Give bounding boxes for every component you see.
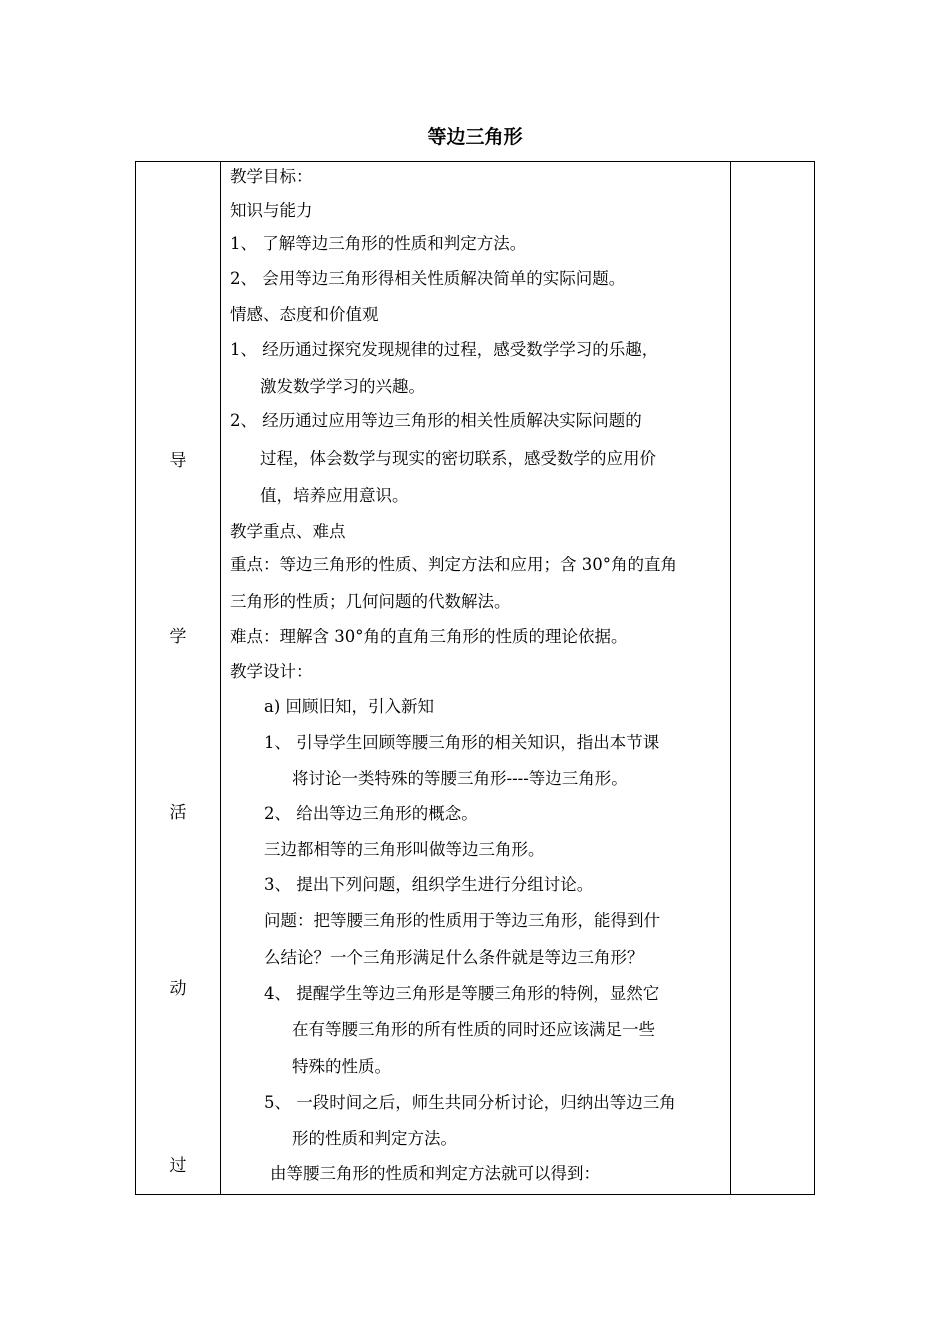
- design-step-a: a) 回顾旧知，引入新知: [264, 697, 435, 716]
- key-point-line-1: 重点：等边三角形的性质、判定方法和应用；含 30°角的直角: [230, 555, 677, 574]
- column-divider-right: [730, 162, 731, 1194]
- side-label-guo: 过: [169, 1156, 187, 1176]
- emotion-item-2-line-2: 过程，体会数学与现实的密切联系，感受数学的应用价: [260, 449, 656, 468]
- side-label-dao: 导: [169, 451, 187, 471]
- emotion-heading: 情感、态度和价值观: [230, 305, 379, 324]
- objectives-heading: 教学目标：: [230, 167, 313, 186]
- lesson-table: [135, 161, 815, 1195]
- design-step-4-line-2: 在有等腰三角形的所有性质的同时还应该满足一些: [292, 1020, 655, 1039]
- knowledge-item-2: 2、 会用等边三角形得相关性质解决简单的实际问题。: [230, 269, 626, 288]
- design-heading: 教学设计：: [230, 662, 313, 681]
- knowledge-heading: 知识与能力: [230, 201, 313, 220]
- emotion-item-1-line-1: 1、 经历通过探究发现规律的过程，感受数学学习的乐趣，: [230, 340, 659, 359]
- design-step-5-line-1: 5、 一段时间之后，师生共同分析讨论，归纳出等边三角: [264, 1093, 676, 1112]
- discussion-question-line-2: 么结论？一个三角形满足什么条件就是等边三角形？: [264, 948, 644, 967]
- design-step-5-line-2: 形的性质和判定方法。: [292, 1129, 457, 1148]
- side-label-dong: 动: [169, 979, 187, 999]
- difficulty-point: 难点：理解含 30°角的直角三角形的性质的理论依据。: [230, 627, 628, 646]
- design-step-1-line-2: 将讨论一类特殊的等腰三角形----等边三角形。: [292, 769, 628, 788]
- design-step-1-line-1: 1、 引导学生回顾等腰三角形的相关知识，指出本节课: [264, 733, 660, 752]
- side-label-xue: 学: [169, 627, 187, 647]
- design-step-2-definition: 三边都相等的三角形叫做等边三角形。: [264, 840, 545, 859]
- conclusion-line: 由等腰三角形的性质和判定方法就可以得到：: [270, 1164, 600, 1183]
- emotion-item-1-line-2: 激发数学学习的兴趣。: [260, 377, 425, 396]
- key-point-line-2: 三角形的性质；几何问题的代数解法。: [230, 592, 511, 611]
- design-step-4-line-1: 4、 提醒学生等边三角形是等腰三角形的特例，显然它: [264, 984, 660, 1003]
- design-step-2: 2、 给出等边三角形的概念。: [264, 804, 478, 823]
- knowledge-item-1: 1、 了解等边三角形的性质和判定方法。: [230, 234, 527, 253]
- design-step-3: 3、 提出下列问题，组织学生进行分组讨论。: [264, 875, 594, 894]
- column-divider-left: [220, 162, 221, 1194]
- design-step-4-line-3: 特殊的性质。: [292, 1057, 391, 1076]
- discussion-question-line-1: 问题：把等腰三角形的性质用于等边三角形，能得到什: [264, 911, 660, 930]
- emotion-item-2-line-3: 值，培养应用意识。: [260, 486, 409, 505]
- side-label-huo: 活: [169, 803, 187, 823]
- key-heading: 教学重点、难点: [230, 522, 346, 541]
- page-title: 等边三角形: [427, 126, 523, 148]
- emotion-item-2-line-1: 2、 经历通过应用等边三角形的相关性质解决实际问题的: [230, 411, 642, 430]
